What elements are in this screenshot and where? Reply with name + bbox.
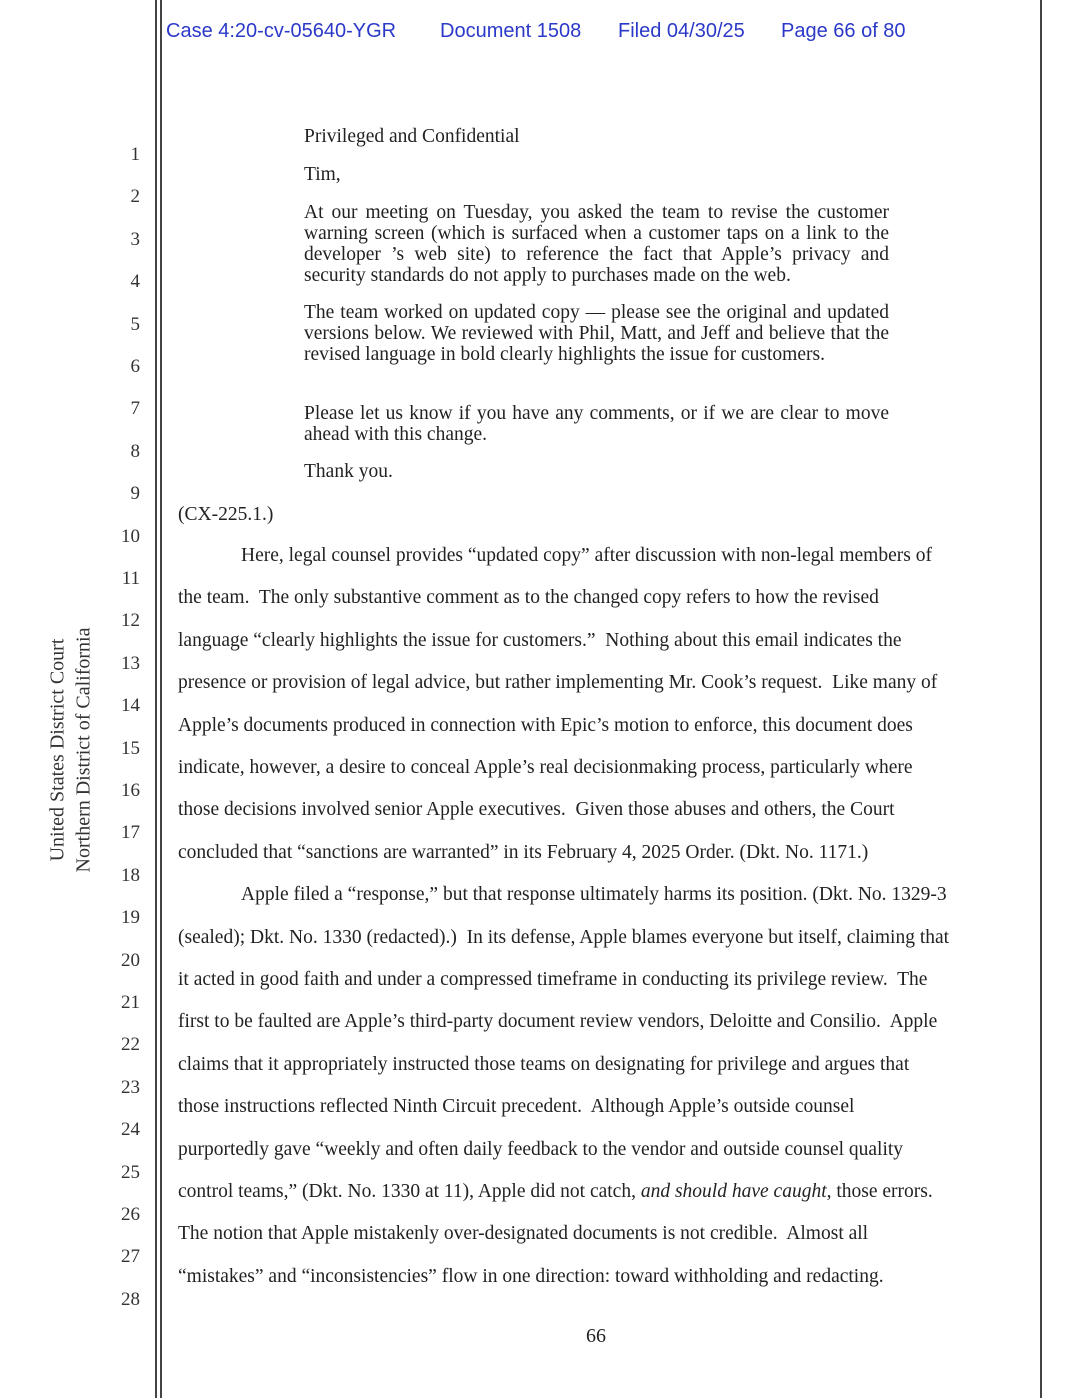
line-number: 19 [121,907,140,929]
body-line [178,927,949,949]
body-line [241,884,947,906]
body-line-text: those decisions involved senior Apple executives. Given those abuses and others, the Court [178,799,895,821]
body-line-text: the team. The only substantive comment as to the changed copy refers to how the revised [178,587,879,609]
body-line [178,1096,854,1118]
emphasis-text: and should have caught [640,1181,827,1202]
body-line-text: presence or provision of legal advice, but rather implementing Mr. Cook’s request. Like many of [178,672,938,694]
header-filed: Filed 04/30/25 [618,20,745,42]
body-line [178,1266,884,1288]
line-number: 3 [130,228,140,250]
body-line-text: first to be faulted are Apple’s third-party document review vendors, Deloitte and Consilio. Apple [178,1011,938,1033]
margin-rule-left [155,0,157,1398]
body-line [178,757,913,779]
header-document: Document 1508 [440,20,582,42]
line-number: 16 [121,780,140,801]
line-number: 11 [121,568,140,589]
line-number: 12 [121,610,140,632]
body-line [178,1181,933,1203]
line-number: 7 [130,398,140,420]
line-number: 2 [130,186,140,208]
email-heading: Privileged and Confidential [304,126,520,147]
line-number: 13 [121,652,140,674]
body-line-text: language “clearly highlights the issue for customers.” Nothing about this email indicates the [178,629,902,651]
page-number: 66 [586,1325,606,1347]
line-number: 17 [121,822,140,844]
body-line-text: purportedly gave “weekly and often daily feedback to the vendor and outside counsel quality [178,1138,904,1160]
line-number: 28 [121,1288,140,1310]
line-number: 9 [130,483,140,505]
line-number: 25 [121,1161,140,1183]
line-number: 18 [121,864,140,886]
body-line [178,1054,909,1076]
body-line [178,715,913,737]
email-paragraph-3: Please let us know if you have any comments, or if we are clear to move ahead with this change. [304,403,889,445]
district-name: Northern District of California [72,627,95,873]
header-page: Page 66 of 80 [781,20,906,42]
body-line-text: claims that it appropriately instructed those teams on designating for privilege and argues that [178,1053,910,1075]
line-number: 22 [121,1034,140,1056]
court-name: United States District Court [46,638,69,862]
email-paragraph-2: The team worked on updated copy — please see the original and updated versions below. We reviewed with Phil, Matt, and Jeff and believe that the revised language in bold clearly highlights the issue for customers. [304,302,889,365]
margin-rule-right [1040,0,1042,1398]
line-number: 23 [121,1076,140,1098]
body-line-text: Apple filed a “response,” but that response ultimately harms its position. (Dkt. No. 1329-3 [241,884,947,906]
header-case: Case 4:20-cv-05640-YGR [166,20,397,42]
email-salutation: Tim, [304,164,341,185]
body-line-text: Apple’s documents produced in connection with Epic’s motion to enforce, this document does [178,714,913,736]
body-line [178,587,879,609]
line-number: 8 [130,440,140,462]
body-line [178,969,927,991]
email-paragraph-1: At our meeting on Tuesday, you asked the team to revise the customer warning screen (which is surfaced when a customer taps on a link to the developer ’s web site) to reference the fact that Apple’s privacy and security standards do not apply to purchases made on the web. [304,202,889,286]
body-line [178,1011,937,1033]
line-number: 21 [121,992,140,1013]
margin-rule-left-2 [160,0,162,1398]
body-line [241,545,932,567]
citation: (CX-225.1.) [178,504,274,525]
line-number: 20 [121,949,140,971]
line-number: 6 [130,356,140,377]
line-number: 10 [121,525,140,547]
line-number: 1 [130,144,140,165]
line-number: 26 [121,1204,140,1225]
body-line [178,799,894,821]
body-line-text: (sealed); Dkt. No. 1330 (redacted).) In its defense, Apple blames everyone but itself, claiming that [178,926,950,948]
body-line [178,1223,868,1245]
line-number: 27 [121,1246,140,1268]
email-closing: Thank you. [304,461,393,482]
body-line-text: it acted in good faith and under a compressed timeframe in conducting its privilege review. The [178,969,928,990]
body-line [178,1139,903,1161]
body-line [178,842,868,864]
body-line-text: The notion that Apple mistakenly over-designated documents is not credible. Almost all [178,1223,869,1245]
body-line-text: Here, legal counsel provides “updated copy” after discussion with non-legal members of [241,545,932,566]
line-number: 5 [130,313,140,335]
body-line [178,672,937,694]
body-line-text: control teams,” (Dkt. No. 1330 at 11), Apple did not catch, [178,1181,641,1202]
body-line-tail: , those errors. [826,1181,933,1202]
body-line [178,630,901,652]
body-line-text: those instructions reflected Ninth Circuit precedent. Although Apple’s outside counsel [178,1096,855,1118]
line-number: 15 [121,737,140,759]
line-number: 24 [121,1119,140,1141]
line-number: 4 [130,271,140,293]
body-line-text: “mistakes” and “inconsistencies” flow in one direction: toward withholding and redacting. [178,1265,884,1287]
body-line-text: concluded that “sanctions are warranted” in its February 4, 2025 Order. (Dkt. No. 1171.) [178,841,869,863]
line-number: 14 [121,695,140,717]
body-line-text: indicate, however, a desire to conceal Apple’s real decisionmaking process, particularly where [178,757,913,778]
